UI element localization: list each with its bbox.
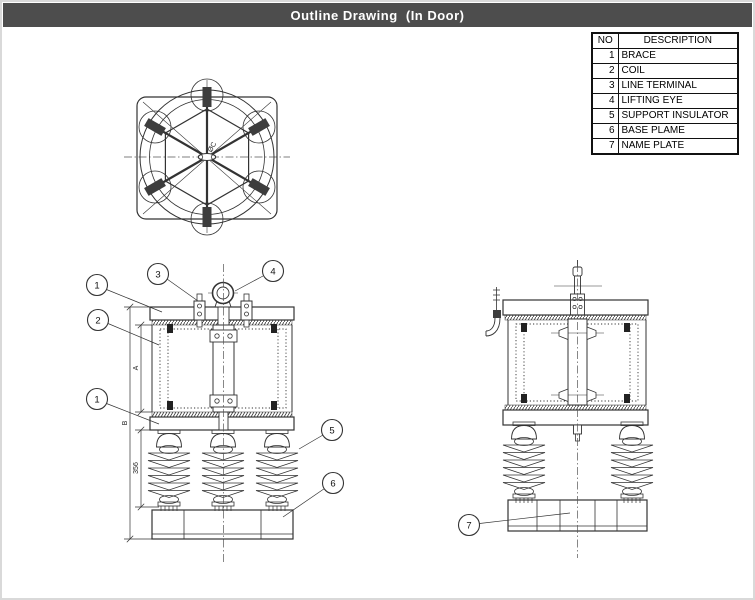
part-no: 2 [592, 64, 618, 79]
part-description: SUPPORT INSULATOR [618, 109, 738, 124]
part-no: 3 [592, 79, 618, 94]
balloon-coil [88, 310, 109, 331]
svg-text:4: 4 [270, 266, 276, 278]
base-plate [152, 510, 293, 539]
page-title: Outline Drawing (In Door) [290, 7, 465, 23]
line-terminal-side [554, 260, 602, 315]
part-no: 4 [592, 94, 618, 109]
balloon-brace-top [87, 275, 108, 296]
svg-text:7: 7 [466, 520, 472, 532]
part-description: LINE TERMINAL [618, 79, 738, 94]
dimension-356-label: 356 [133, 462, 140, 474]
table-row [592, 79, 738, 94]
balloon-name-plate [459, 515, 480, 536]
svg-text:1: 1 [94, 394, 100, 406]
part-no: 1 [592, 49, 618, 64]
support-insulators [148, 430, 298, 511]
svg-text:6: 6 [330, 478, 336, 490]
table-row [592, 109, 738, 124]
svg-text:2: 2 [95, 315, 101, 327]
top-view [124, 79, 290, 235]
part-description: BRACE [618, 49, 738, 64]
table-row [592, 94, 738, 109]
part-no: 5 [592, 109, 618, 124]
table-row [592, 124, 738, 139]
table-row [592, 139, 738, 155]
dimension-b-label: B [122, 420, 129, 426]
ground-terminal [486, 287, 501, 336]
parts-table [591, 32, 739, 155]
part-no: 7 [592, 139, 618, 155]
table-row [592, 64, 738, 79]
side-view [459, 260, 654, 558]
front-dimensions [122, 304, 159, 542]
balloon-lifting-eye [263, 261, 284, 282]
svg-text:3: 3 [155, 269, 161, 281]
column-header-description: DESCRIPTION [618, 33, 738, 49]
svg-text:5: 5 [329, 425, 335, 437]
coil-diameter-label: ØC [207, 141, 219, 154]
balloon-brace-bottom [87, 389, 108, 410]
lifting-eye [208, 283, 238, 308]
table-row [592, 49, 738, 64]
column-header-no: NO [592, 33, 618, 49]
part-description: NAME PLATE [618, 139, 738, 155]
front-view [87, 261, 344, 563]
parts-table-header [592, 33, 738, 49]
part-description: LIFTING EYE [618, 94, 738, 109]
dimension-a-label: A [133, 365, 140, 371]
part-description: COIL [618, 64, 738, 79]
part-no: 6 [592, 124, 618, 139]
svg-text:1: 1 [94, 280, 100, 292]
balloon-support-insulator [322, 420, 343, 441]
balloon-base-plate [323, 473, 344, 494]
balloon-line-terminal [148, 264, 169, 285]
part-description: BASE PLAME [618, 124, 738, 139]
